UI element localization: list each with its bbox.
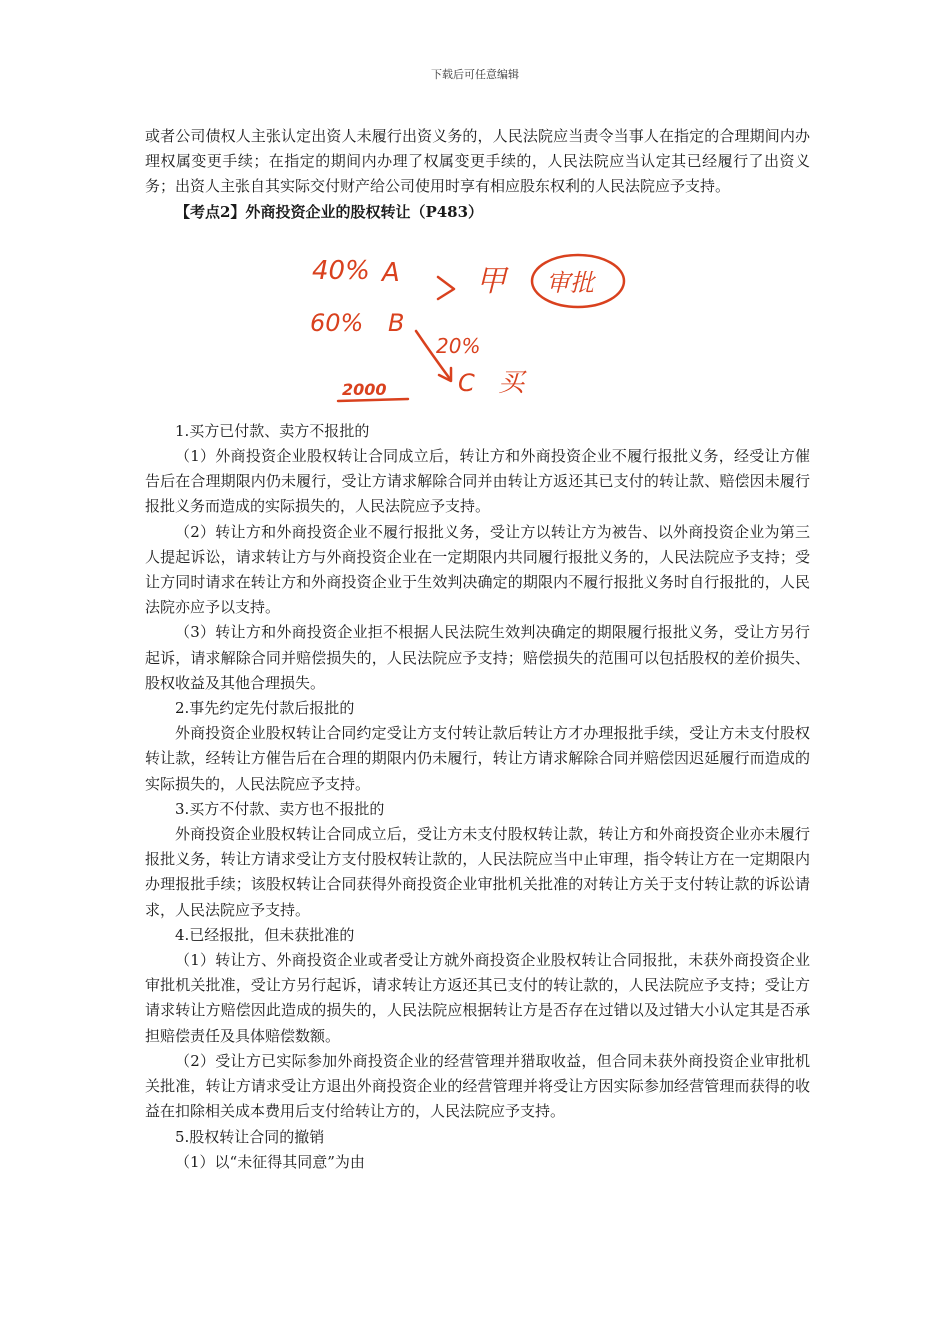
underline-mark — [338, 399, 408, 401]
paragraph: 外商投资企业股权转让合同约定受让方支付转让款后转让方才办理报批手续，受让方未支付股权转让款，经转让方催告后在合理的期限内仍未履行，转让方请求解除合同并赔偿因迟延履行而造成的实际损失的，人民法院应予支持。 — [145, 724, 810, 793]
list-item: 2.事先约定先付款后报批的 — [175, 699, 355, 718]
handwritten-sketch — [308, 231, 648, 411]
paragraph: 外商投资企业股权转让合同成立后，受让方未支付股权转让款，转让方和外商投资企业亦未履行报批义务，转让方请求受让方支付股权转让款的，人民法院应当中止审理，指令转让方在一定期限内办理报批手续；该股权转让合同获得外商投资企业审批机关批准的对转让方关于支付转让款的诉讼请求，人民法院应予支持。 — [145, 825, 810, 919]
page-header: 下载后可任意编辑 — [431, 68, 519, 81]
paragraph: （1）外商投资企业股权转让合同成立后，转让方和外商投资企业不履行报批义务，经受让方催告后在合理期限内仍未履行，受让方请求解除合同并由转让方返还其已支付的转让款、赔偿因未履行报批义务而造成的实际损失的，人民法院应予支持。 — [145, 447, 810, 516]
label-b: B — [388, 308, 405, 337]
paragraph: （1）以“未征得其同意”为由 — [175, 1152, 365, 1171]
paragraph: 或者公司债权人主张认定出资人未履行出资义务的，人民法院应当责令当事人在指定的合理期间内办理权属变更手续；在指定的期间内办理了权属变更手续的，人民法院应当认定其已经履行了出资义务；出资人主张自其实际交付财产给公司使用时享有相应股东权利的人民法院应予支持。 — [145, 127, 810, 196]
section-heading: 【考点2】外商投资企业的股权转让（P483） — [175, 202, 484, 221]
label-40pct: 40% — [312, 255, 370, 286]
label-buy: 买 — [498, 367, 525, 398]
list-item: 1.买方已付款、卖方不报批的 — [175, 421, 370, 440]
label-shenpi: 审批 — [546, 268, 594, 297]
list-item: 5.股权转让合同的撤销 — [175, 1127, 325, 1146]
list-item: 4.已经报批，但未获批准的 — [175, 925, 355, 944]
greater-than-mark — [438, 277, 454, 299]
label-60pct: 60% — [310, 308, 364, 337]
label-a: A — [382, 257, 400, 288]
document-body — [145, 124, 810, 1175]
label-2000: 2000 — [342, 379, 387, 399]
list-item: 3.买方不付款、卖方也不报批的 — [175, 799, 385, 818]
arrow-head — [439, 368, 451, 381]
paragraph: （3）转让方和外商投资企业拒不根据人民法院生效判决确定的期限履行报批义务，受让方另行起诉，请求解除合同并赔偿损失的，人民法院应予支持；赔偿损失的范围可以包括股权的差价损失、股权收益及其他合理损失。 — [145, 623, 810, 692]
label-jia: 甲 — [476, 263, 506, 299]
label-c: C — [458, 368, 475, 397]
label-20pct: 20% — [436, 333, 481, 358]
paragraph: （2）转让方和外商投资企业不履行报批义务，受让方以转让方为被告、以外商投资企业为第三人提起诉讼，请求转让方与外商投资企业在一定期限内共同履行报批义务的，人民法院应予支持；受让方同时请求在转让方和外商投资企业于生效判决确定的期限内不履行报批义务时自行报批的，人民法院亦应予以支持。 — [145, 522, 810, 617]
paragraph: （2）受让方已实际参加外商投资企业的经营管理并猎取收益，但合同未获外商投资企业审批机关批准，转让方请求受让方退出外商投资企业的经营管理并将受让方因实际参加经营管理而获得的收益在扣除相关成本费用后支付给转让方的，人民法院应予支持。 — [145, 1051, 810, 1121]
paragraph: （1）转让方、外商投资企业或者受让方就外商投资企业股权转让合同报批，未获外商投资企业审批机关批准，受让方另行起诉，请求转让方返还其已支付的转让款的，人民法院应予支持；受让方请求转让方赔偿因此造成的损失的，人民法院应根据转让方是否存在过错以及过错大小认定其是否承担赔偿责任及具体赔偿数额。 — [145, 951, 810, 1045]
